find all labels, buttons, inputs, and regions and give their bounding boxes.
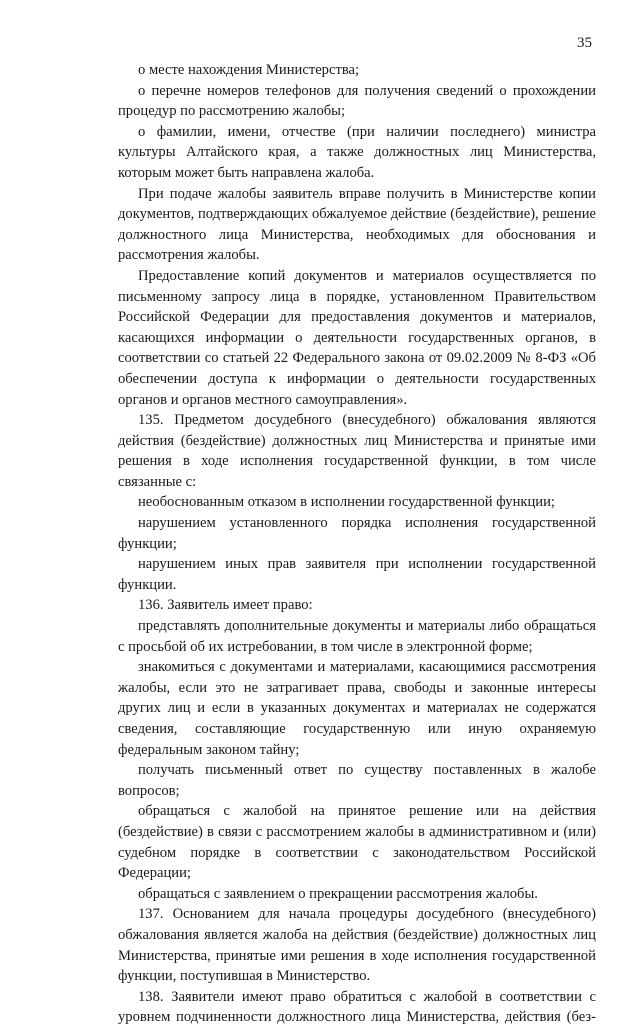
- paragraph: 135. Предметом досудебного (внесудебного) обжалования являются действия (бездействие) должностных лиц Министерства и принятые ими решения в ходе исполнения государственной функции, в том числе связанные с:: [118, 412, 596, 490]
- paragraph: представлять дополнительные документы и материалы либо обращаться с просьбой об их истребовании, в том числе в электронной форме;: [118, 618, 596, 655]
- paragraph: нарушением иных прав заявителя при исполнении государственной функции.: [118, 556, 596, 593]
- paragraph: нарушением установленного порядка исполнения государственной функции;: [118, 515, 596, 552]
- paragraph: необоснованным отказом в исполнении государственной функции;: [138, 494, 555, 511]
- paragraph: получать письменный ответ по существу поставленных в жалобе вопросов;: [118, 762, 596, 799]
- paragraph: знакомиться с документами и материалами, касающимися рассмотрения жалобы, если это не затрагивает права, свободы и законные интересы других лиц и если в указанных документах и материалах не содержатся сведения, составляющие государственную или иную охраняемую федеральным законом тайну;: [118, 659, 596, 758]
- paragraph: обращаться с жалобой на принятое решение или на действия (бездействие) в связи с рассмотрением жалобы в административном и (или) судебном порядке в соответствии с законодательством Российской Федерации;: [118, 803, 596, 882]
- paragraph: 137. Основанием для начала процедуры досудебного (внесудебного) обжалования является жалоба на действия (бездействие) должностных лиц Министерства, принятые ими решения в ходе исполнения государственной функции, поступившая в Министерство.: [118, 906, 596, 985]
- paragraph: При подаче жалобы заявитель вправе получить в Министерстве копии документов, подтверждающих обжалуемое действие (бездействие), решение должностного лица Министерства, необходимых для обоснования и рассмотрения жалобы.: [118, 185, 596, 264]
- document-body: [118, 60, 596, 1028]
- paragraph: о фамилии, имени, отчестве (при наличии последнего) министра культуры Алтайского края, а также должностных лиц Министерства, которым может быть направлена жалоба.: [118, 123, 596, 181]
- paragraph: 138. Заявители имеют право обратиться с жалобой в соответствии с уровнем подчиненности должностного лица Министерства, действия (без-: [118, 988, 596, 1026]
- paragraph: Предоставление копий документов и материалов осуществляется по письменному запросу лица в порядке, установленном Правительством Российской Федерации для предоставления документов и материалов, касающихся информации о деятельности государственных органов, в соответствии со статьей 22 Федерального закона от 09.02.2009 № 8-ФЗ «Об обеспечении доступа к информации о деятельности государственных органов и органов местного самоуправления».: [118, 267, 596, 408]
- paragraph: обращаться с заявлением о прекращении рассмотрения жалобы.: [138, 885, 538, 902]
- paragraph: о перечне номеров телефонов для получения сведений о прохождении процедур по рассмотрению жалобы;: [118, 82, 596, 120]
- paragraph: о месте нахождения Министерства;: [138, 62, 360, 78]
- paragraph: 136. Заявитель имеет право:: [138, 597, 313, 614]
- page-number: 35: [577, 35, 592, 51]
